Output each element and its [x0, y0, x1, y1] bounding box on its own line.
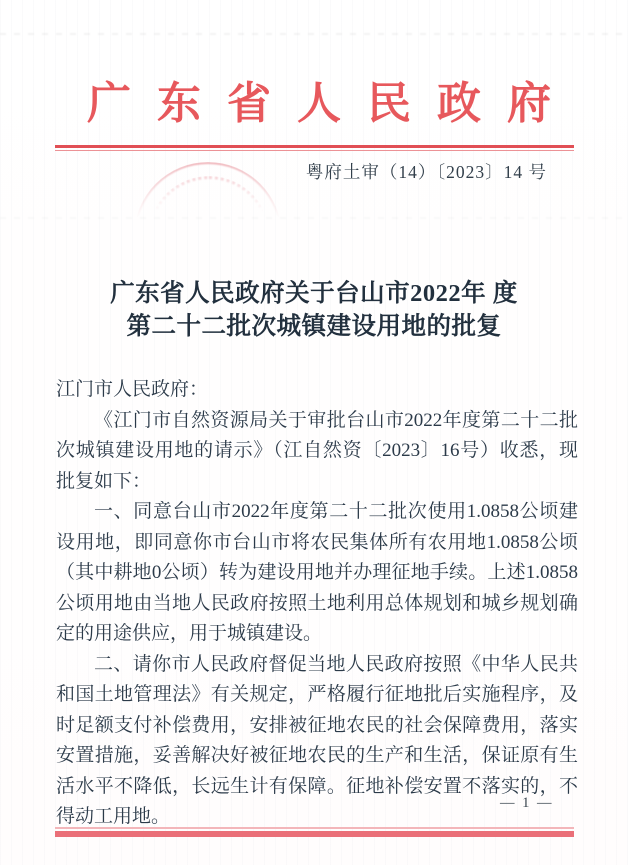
document-reference-number: 粤府土审（14）〔2023〕14 号: [305, 162, 547, 182]
next-page-edge-line-thin: [55, 827, 574, 829]
letterhead-title: 广东省人民政府: [87, 79, 577, 128]
scan-artifact-smudge: [0, 33, 628, 35]
page-number: — 1 —: [500, 795, 554, 811]
salutation: 江门市人民政府：: [56, 379, 209, 400]
document-body: [56, 375, 578, 833]
document-title-line1: 广东省人民政府关于台山市2022年 度: [110, 280, 518, 307]
paragraph-item-one: 一、同意台山市2022年度第二十二批次使用1.0858公顷建设用地，即同意你市台山市将农民集体所有农用地1.0858公顷（其中耕地0公顷）转为建设用地并办理征地手续。上述1.0858公顷用地由当地人民政府按照土地利用总体规划和城乡规划确定的用途供应，用于城镇建设。: [56, 501, 578, 644]
scan-artifact-smudge: [0, 217, 628, 219]
paragraph-item-two: 二、请你市人民政府督促当地人民政府按照《中华人民共和国土地管理法》有关规定，严格履行征地批后实施程序，及时足额支付补偿费用，安排被征地农民的社会保障费用，落实安置措施，妥善解决好被征地农民的生产和生活，保证原有生活水平不降低，长远生计有保障。征地补偿安置不落实的，不得动工用地。: [56, 653, 578, 827]
letterhead-divider-thin: [55, 150, 574, 151]
letterhead-divider-thick: [55, 145, 574, 148]
document-title: [0, 277, 628, 343]
document-title-line2: 第二十二批次城镇建设用地的批复: [126, 313, 502, 340]
next-page-edge-line-thick: [55, 831, 574, 837]
paragraph-intro: 《江门市自然资源局关于审批台山市2022年度第二十二批次城镇建设用地的请示》（江自然资〔2023〕16号）收悉，现批复如下：: [56, 409, 578, 492]
